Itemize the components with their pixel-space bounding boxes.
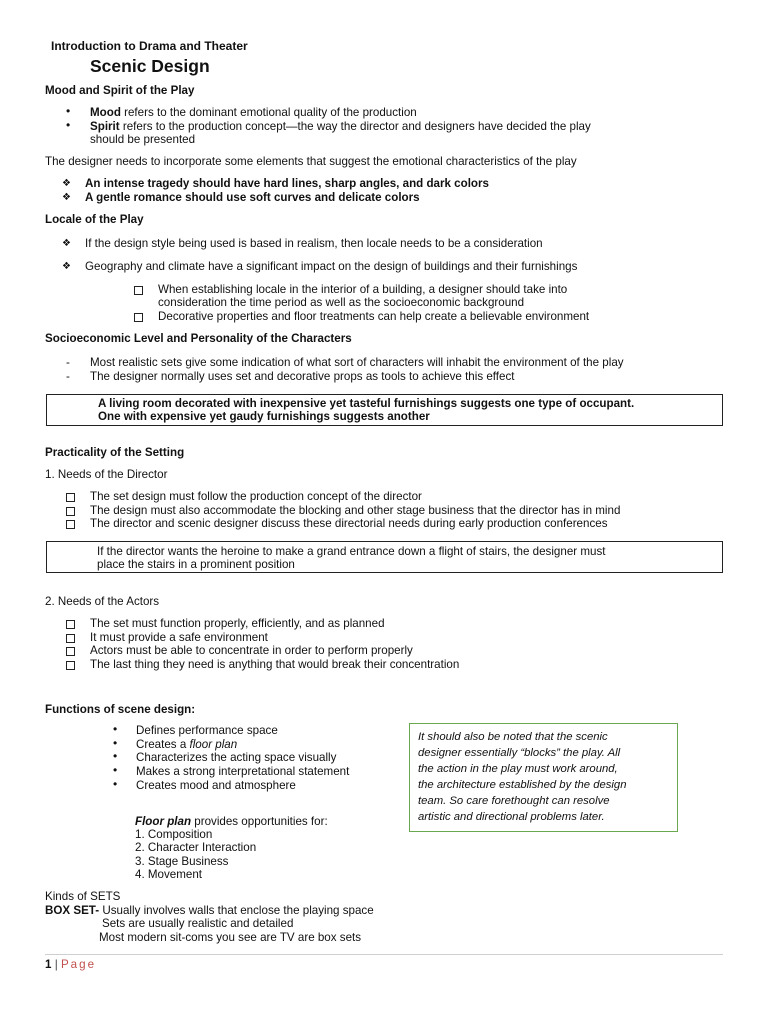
checkbox-bullet-icon (66, 634, 75, 643)
kinds-of-sets-heading: Kinds of SETS (45, 890, 121, 903)
checkbox-bullet-icon (66, 620, 75, 629)
actor-need-item: The last thing they need is anything that would break their concentration (66, 658, 435, 672)
occupant-example-line: A living room decorated with inexpensive yet tasteful furnishings suggests one type of occupant. (98, 397, 635, 410)
function-item: • Creates mood and atmosphere (113, 777, 296, 792)
occupant-example-line: One with expensive yet gaudy furnishings suggests another (98, 410, 430, 423)
locale-sub-item: Decorative properties and floor treatments can help create a believable environment (134, 310, 565, 324)
bullet-icon: • (113, 722, 118, 736)
actor-need-item: It must provide a safe environment (66, 631, 244, 645)
floor-plan-item: 3. Stage Business (135, 855, 229, 868)
floor-plan-item: 4. Movement (135, 868, 203, 881)
bullet-icon: • (113, 763, 118, 777)
bullet-icon: • (66, 104, 71, 118)
dash-bullet: - (66, 370, 70, 383)
checkbox-bullet-icon (66, 647, 75, 656)
function-item: • Defines performance space (113, 722, 278, 737)
spirit-bullet-continued: should be presented (90, 133, 196, 146)
blocking-note-line: It should also be noted that the scenic (418, 731, 608, 743)
bullet-icon: • (113, 736, 118, 750)
locale-item: ❖ Geography and climate have a significant impact on the design of buildings and their furnishings (62, 260, 578, 273)
director-need-item: The design must also accommodate the blocking and other stage business that the director has in mind (66, 504, 596, 518)
socio-item: - Most realistic sets give some indication of what sort of characters will inhabit the environment of the play (66, 356, 624, 369)
romance-example: ❖ A gentle romance should use soft curves and delicate colors (62, 191, 420, 204)
checkbox-bullet-icon (134, 286, 143, 295)
socio-heading: Socioeconomic Level and Personality of the Characters (45, 332, 352, 345)
mood-heading: Mood and Spirit of the Play (45, 84, 195, 97)
spirit-bullet: • Spirit refers to the production concept—the way the director and designers have decided the play (66, 118, 591, 133)
checkbox-bullet-icon (66, 507, 75, 516)
function-item: • Creates a floor plan (113, 736, 238, 751)
director-need-item: The director and scenic designer discuss these directorial needs during early production conferences (66, 517, 584, 531)
locale-sub-item: When establishing locale in the interior of a building, a designer should take into (134, 283, 543, 297)
page-title: Scenic Design (90, 56, 210, 76)
stairs-example-line: If the director wants the heroine to make a grand entrance down a flight of stairs, the designer must (97, 545, 606, 558)
functions-heading: Functions of scene design: (45, 703, 196, 716)
function-item: • Makes a strong interpretational statement (113, 763, 350, 778)
blocking-note-line: designer essentially “blocks” the play. All (418, 747, 621, 759)
locale-heading: Locale of the Play (45, 213, 144, 226)
diamond-bullet-icon: ❖ (62, 238, 71, 249)
function-item: • Characterizes the acting space visually (113, 749, 337, 764)
diamond-bullet-icon: ❖ (62, 178, 71, 189)
box-set-definition: BOX SET- Usually involves walls that enclose the playing space (45, 904, 374, 917)
bullet-icon: • (113, 749, 118, 763)
box-set-detail: Sets are usually realistic and detailed (102, 917, 294, 930)
floor-plan-item: 1. Composition (135, 828, 213, 841)
practicality-heading: Practicality of the Setting (45, 446, 185, 459)
director-need-item: The set design must follow the production concept of the director (66, 490, 398, 504)
course-title: Introduction to Drama and Theater (51, 39, 248, 53)
checkbox-bullet-icon (66, 493, 75, 502)
tragedy-example: ❖ An intense tragedy should have hard lines, sharp angles, and dark colors (62, 177, 489, 190)
diamond-bullet-icon: ❖ (62, 261, 71, 272)
floor-plan-item: 2. Character Interaction (135, 841, 257, 854)
diamond-bullet-icon: ❖ (62, 192, 71, 203)
locale-item: ❖ If the design style being used is based in realism, then locale needs to be a consideration (62, 237, 543, 250)
actor-need-item: Actors must be able to concentrate in order to perform properly (66, 644, 389, 658)
page-number: 1 (45, 958, 52, 971)
checkbox-bullet-icon (66, 520, 75, 529)
bullet-icon: • (113, 777, 118, 791)
director-needs-heading: 1. Needs of the Director (45, 468, 168, 481)
blocking-note-line: the architecture established by the design (418, 779, 627, 791)
page-separator: | (54, 958, 58, 971)
socio-item: - The designer normally uses set and decorative props as tools to achieve this effect (66, 370, 515, 383)
bullet-icon: • (66, 118, 71, 132)
footer-rule (45, 954, 723, 955)
stairs-example-line: place the stairs in a prominent position (97, 558, 295, 571)
mood-bullet: • Mood refers to the dominant emotional quality of the production (66, 104, 417, 119)
locale-sub-item-continued: consideration the time period as well as the socioeconomic background (158, 296, 525, 309)
page-footer (45, 958, 96, 972)
dash-bullet: - (66, 356, 70, 369)
mood-paragraph: The designer needs to incorporate some elements that suggest the emotional characteristics of the play (45, 155, 577, 168)
blocking-note-line: artistic and directional problems later. (418, 811, 605, 823)
checkbox-bullet-icon (134, 313, 143, 322)
blocking-note-line: the action in the play must work around, (418, 763, 618, 775)
actor-need-item: The set must function properly, efficiently, and as planned (66, 617, 361, 631)
blocking-note-line: team. So care forethought can resolve (418, 795, 610, 807)
box-set-detail: Most modern sit-coms you see are TV are box sets (99, 931, 362, 944)
floor-plan-intro: Floor plan provides opportunities for: (135, 815, 328, 828)
checkbox-bullet-icon (66, 661, 75, 670)
page-word: Page (60, 958, 97, 971)
actor-needs-heading: 2. Needs of the Actors (45, 595, 160, 608)
